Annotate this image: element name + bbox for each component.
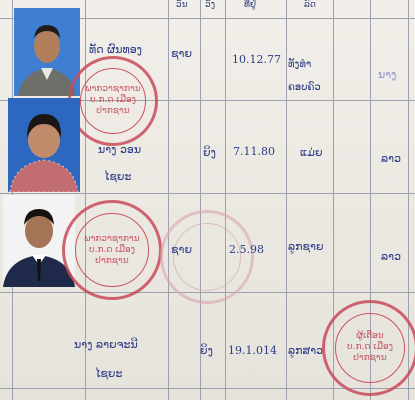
- official-stamp-3: ຜູ້ເຕືອນ ບ.ກ.ດ ເມືອງ ປາກຊານ: [322, 300, 415, 396]
- row4-dob: 19.1.014: [228, 344, 277, 357]
- row4-note: ໄຊຍະ: [95, 367, 123, 380]
- row4-occupation: ລູກສາວ: [288, 344, 324, 357]
- person-photo-2: [8, 98, 80, 192]
- row3-occupation: ລູກຊາຍ: [288, 240, 324, 253]
- faint-stamp: [160, 210, 254, 304]
- official-stamp-1: ພາກວາຊາການ ບ.ກ.ດ ເມືອງ ປາກຊານ: [68, 56, 158, 146]
- row2-sex: ຍິງ: [203, 146, 216, 159]
- header-col-b: ວັງ: [205, 0, 216, 10]
- grid-line: [200, 0, 201, 400]
- grid-line: [225, 0, 226, 400]
- header-col-d: ລົດ: [304, 0, 316, 10]
- row2-occupation: ແມ່ຍ: [300, 146, 323, 159]
- grid-line: [286, 0, 287, 400]
- row1-dob: 10.12.77: [232, 53, 281, 66]
- row3-gender: ຊາຍ: [171, 243, 193, 256]
- official-stamp-2: ພາກວາຊາການ ບ.ກ.ດ ເມືອງ ປາກຊານ: [62, 200, 162, 300]
- row1-occupation: ທັງທຳ ຄອບຄົວ: [288, 59, 321, 93]
- row2-extra: ລາວ: [381, 152, 402, 165]
- row4-sex: ຍິງ: [200, 344, 213, 357]
- row1-name: ທັດ ຜົນທອງ: [89, 43, 142, 56]
- row2-note: ໄຊຍະ: [104, 170, 132, 183]
- grid-line: [168, 0, 169, 400]
- row1-extra: ນາງ: [378, 68, 397, 81]
- row1-gender: ຊາຍ: [171, 47, 193, 60]
- row4-name: ນາງ ລາຍຈະນີ: [74, 338, 138, 351]
- row2-dob: 7.11.80: [233, 145, 275, 158]
- row2-name: ນາງ ວອນ: [98, 143, 142, 156]
- header-col-a: ວັນ: [176, 0, 188, 10]
- row3-dob: 2.5.98: [229, 243, 264, 256]
- row3-extra: ລາວ: [381, 250, 402, 263]
- person-photo-1: [14, 8, 80, 96]
- grid-line: [0, 193, 415, 194]
- header-col-c: ທີ່ຢູ່: [244, 0, 257, 10]
